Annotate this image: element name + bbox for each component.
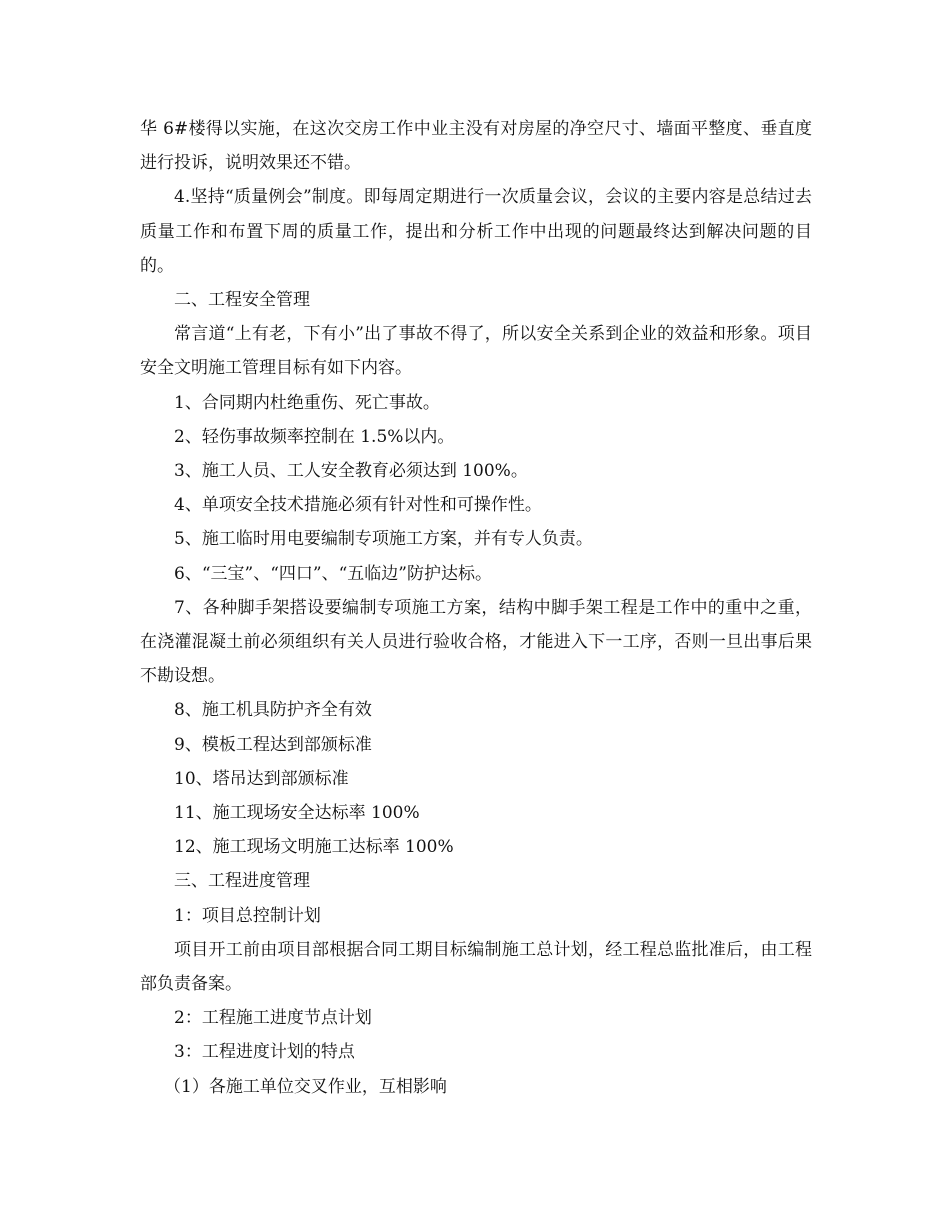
list-item-safety-3: 3、施工人员、工人安全教育必须达到 100%。 — [174, 461, 528, 482]
list-item-safety-5: 5、施工临时用电要编制专项施工方案，并有专人负责。 — [174, 529, 593, 550]
list-item-safety-1: 1、合同期内杜绝重伤、死亡事故。 — [174, 392, 440, 413]
list-item-safety-2: 2、轻伤事故频率控制在 1.5%以内。 — [174, 426, 455, 447]
list-item-safety-4: 4、单项安全技术措施必须有针对性和可操作性。 — [174, 495, 542, 516]
list-item-safety-6: 6、“三宝”、“四口”、“五临边”防护达标。 — [174, 563, 492, 584]
paragraph-intro-continuation: 华 6#楼得以实施，在这次交房工作中业主没有对房屋的净空尺寸、墙面平整度、垂直度进行投诉，说明效果还不错。 — [140, 119, 812, 174]
list-item-safety-12: 12、施工现场文明施工达标率 100% — [174, 837, 454, 858]
list-item-safety-10: 10、塔吊达到部颁标准 — [174, 768, 349, 789]
paragraph-quality-meeting: 4.坚持“质量例会”制度。即每周定期进行一次质量会议，会议的主要内容是总结过去质量工作和布置下周的质量工作，提出和分析工作中出现的问题最终达到解决问题的目的。 — [140, 187, 812, 276]
subheading-master-plan: 1：项目总控制计划 — [174, 905, 321, 926]
list-item-safety-7: 7、各种脚手架搭设要编制专项施工方案，结构中脚手架工程是工作中的重中之重，在浇灌混凝土前必须组织有关人员进行验收合格，才能进入下一工序，否则一旦出事后果不勘设想。 — [140, 597, 812, 687]
list-item-safety-11: 11、施工现场安全达标率 100% — [174, 803, 420, 824]
subheading-plan-features: 3：工程进度计划的特点 — [174, 1042, 355, 1063]
list-item-safety-8: 8、施工机具防护齐全有效 — [174, 700, 372, 721]
section-heading-progress: 三、工程进度管理 — [174, 871, 310, 892]
paragraph-master-plan: 项目开工前由项目部根据合同工期目标编制施工总计划，经工程总监批准后，由工程部负责备案。 — [140, 939, 812, 995]
section-heading-safety: 二、工程安全管理 — [174, 290, 310, 311]
list-item-safety-9: 9、模板工程达到部颁标准 — [174, 734, 372, 755]
paragraph-safety-intro: 常言道“上有老，下有小”出了事故不得了，所以安全关系到企业的效益和形象。项目安全文明施工管理目标有如下内容。 — [140, 324, 812, 379]
document-body — [140, 112, 812, 1104]
subheading-node-plan: 2：工程施工进度节点计划 — [174, 1008, 372, 1029]
list-item-feature-1: （1）各施工单位交叉作业，互相影响 — [164, 1076, 447, 1097]
